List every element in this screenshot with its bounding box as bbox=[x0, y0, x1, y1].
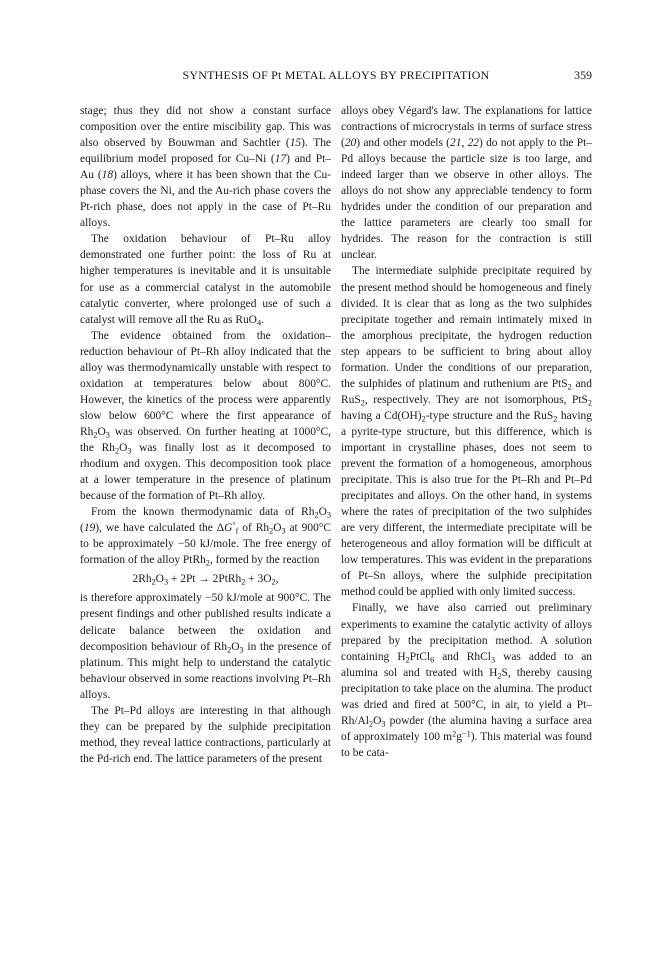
paragraph: The intermediate sulphide precipitate required by the present method should be homogeneous and finely divided. It is clear that as long as the two sulphides precipitate together and remain intimately mixed in the amorphous precipitate, the hydrogen reduction step appears to be sufficient to bring about alloy formation. Under the conditions of our preparation, the sulphides of platinum and ruthenium are PtS$_2$ and RuS$_2$, respectively. They are not isomorphous, PtS$_2$ having a $Cd(OH)_2$-type structure and the RuS$_2$ having a pyrite-type structure, but this difference, which is important in crystalline phases, does not seem to prevent the formation of a homogeneous, amorphous precipitate. This is also true for the Pt–Rh and Pt–Pd precipitates and alloys. On the other hand, in systems where the rates of precipitation of the two sulphides are very different, the intermediate precipitate will be heterogeneous and alloy formation will be difficult at low temperatures. This was evident in the preparations of Pt–Sn alloys, where the sulphide precipitation method could be applied with only limited success. bbox=[341, 265, 592, 599]
reaction-equation: $2Rh_2O_3 + 2Pt$ → 2PtRh$_2$ + $3O_2$, bbox=[132, 573, 279, 587]
paragraph: The oxidation behaviour of Pt–Ru alloy demonstrated one further point: the loss of Ru at higher temperatures is inevitable and it is unsuitable for use as a commercial catalyst in the automobile catalytic converter, where prolonged use of such a catalyst will remove all the Ru as RuO$_4$. bbox=[80, 233, 331, 328]
left-column bbox=[80, 103, 331, 767]
paragraph: The evidence obtained from the oxidation–reduction behaviour of Pt–Rh alloy indicated that the alloy was thermodynamically unstable with respect to oxidation at temperatures below about 800°C. However, the kinetics of the process were apparently slow below 600°C where the first appearance of $Rh_2O_3$ was observed. On further heating at 1000°C, the $Rh_2O_3$ was finally lost as it decomposed to rhodium and oxygen. This decomposition took place at a lower temperature in the presence of platinum because of the formation of Pt–Rh alloy. bbox=[80, 329, 331, 503]
running-header bbox=[80, 68, 592, 86]
paragraph: Finally, we have also carried out preliminary experiments to examine the catalytic activity of alloys prepared by the precipitation method. A solution containing $H_2PtCl_6$ and RhCl$_3$ was added to an alumina sol and treated with $H_2S$, thereby causing precipitation to take place on the alumina. The product was dried and fired at 500°C, in air, to yield a $Pt-Rh/Al_2O_3$ powder (the alumina having a surface area of approximately 100 $m^2g^{-1}$). This material was found to be cata- bbox=[341, 602, 592, 759]
page-number: 359 bbox=[574, 68, 592, 82]
paragraph: From the known thermodynamic data of $Rh_2O_3$ (19), we have calculated the $\Delta G^\circ_f$ of $Rh_2O_3$ at 900°C to be approximately −50 kJ/mole. The free energy of formation of the alloy PtRh$_2$, formed by the reaction bbox=[80, 506, 332, 568]
paragraph: alloys obey Végard's law. The explanations for lattice contractions of microcrystals in terms of surface stress (20) and other models (21, 22) do not apply to the Pt–Pd alloys because the particle size is too large, and indeed larger than we observe in other alloys. The alloys do not show any appreciable tendency to form hydrides under the condition of our preparation and the lattice parameters are clearly too small for hydrides. The reason for the contraction is still unclear. bbox=[341, 105, 593, 262]
paragraph: is therefore approximately −50 kJ/mole at 900°C. The present findings and other published results indicate a delicate balance between the oxidation and decomposition behaviour of $Rh_2O_3$ in the presence of platinum. This might help to understand the catalytic behaviour observed in some reactions involving Pt–Rh alloys. bbox=[80, 592, 331, 701]
right-column bbox=[341, 103, 592, 767]
paragraph: stage; thus they did not show a constant surface composition over the entire miscibility gap. This was also observed by Bouwman and Sachtler (15). The equilibrium model proposed for Cu–Ni (17) and Pt–Au (18) alloys, where it has been shown that the Cu-phase covers the Ni, and the Au-rich phase covers the Pt-rich phase, does not apply in the case of Pt–Ru alloys. bbox=[80, 105, 331, 230]
paragraph: The Pt–Pd alloys are interesting in that although they can be prepared by the sulphide precipitation method, they reveal lattice contractions, particularly at the Pd-rich end. The lattice parameters of the present bbox=[80, 704, 331, 765]
body-columns bbox=[80, 103, 592, 767]
running-title: SYNTHESIS OF Pt METAL ALLOYS BY PRECIPITATION bbox=[182, 68, 490, 82]
